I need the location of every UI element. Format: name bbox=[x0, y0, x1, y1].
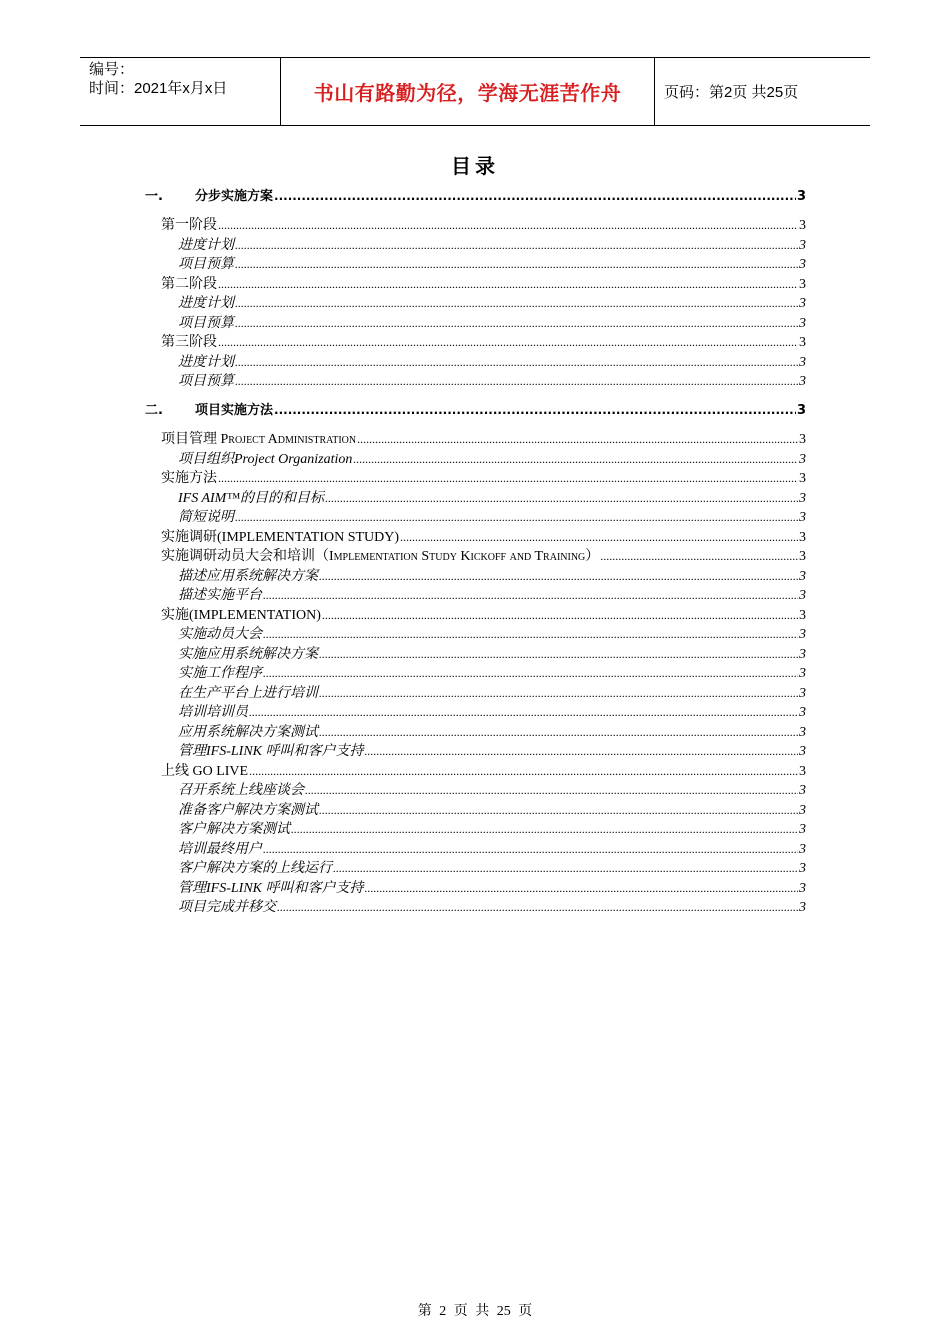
toc-entry-text bbox=[178, 256, 234, 274]
toc-entry[interactable] bbox=[178, 840, 806, 859]
toc-entry-text bbox=[178, 802, 318, 820]
toc-entry-label: 管理IFS-LINK 呼叫和客户支持 bbox=[178, 744, 364, 759]
toc-leader-dots bbox=[305, 781, 798, 799]
toc-entry-page: 3 bbox=[796, 403, 806, 418]
toc-entry-page: 3 bbox=[799, 335, 806, 350]
toc-entry-text bbox=[178, 724, 318, 742]
toc-entry[interactable] bbox=[178, 898, 806, 917]
toc-entry-label: 第一阶段 bbox=[161, 218, 217, 233]
toc-leader-dots bbox=[365, 879, 799, 897]
document-number-label: 编号： bbox=[89, 61, 135, 78]
header-page-info: 页码：第2页 共25页 bbox=[664, 84, 799, 101]
toc-entry-page: 3 bbox=[799, 432, 806, 447]
toc-entry[interactable] bbox=[178, 781, 806, 800]
toc-leader-dots bbox=[235, 255, 798, 273]
toc-entry-text bbox=[178, 451, 352, 469]
toc-entry-page: 3 bbox=[799, 802, 806, 818]
toc-leader-dots bbox=[235, 372, 798, 390]
toc-entry-text bbox=[178, 841, 262, 859]
toc-entry-label: 项目预算 bbox=[178, 374, 234, 389]
toc-entry[interactable] bbox=[178, 489, 806, 508]
toc-entry-page: 3 bbox=[799, 724, 806, 740]
toc-entry-label: 管理IFS-LINK 呼叫和客户支持 bbox=[178, 880, 364, 896]
toc-leader-dots bbox=[291, 820, 798, 838]
toc-entry-number: 一. bbox=[145, 189, 163, 204]
toc-leader-dots bbox=[263, 586, 798, 604]
toc-entry-page: 3 bbox=[799, 646, 806, 662]
toc-leader-dots bbox=[218, 469, 798, 487]
toc-entry-label: 实施方法 bbox=[161, 471, 217, 486]
toc-entry-text bbox=[161, 763, 248, 781]
toc-entry[interactable] bbox=[178, 236, 806, 255]
toc-entry[interactable] bbox=[178, 255, 806, 274]
toc-entry-label: 客户解决方案测试 bbox=[178, 822, 290, 837]
toc-entry[interactable] bbox=[161, 469, 806, 488]
toc-entry-label: 准备客户解决方案测试 bbox=[178, 802, 318, 818]
toc-entry-label: 第二阶段 bbox=[161, 276, 217, 292]
toc-entry[interactable] bbox=[145, 187, 806, 206]
toc-leader-dots bbox=[235, 508, 798, 526]
toc-entry-text bbox=[145, 188, 273, 206]
toc-entry-text bbox=[178, 295, 234, 313]
toc-entry-label: 应用系统解决方案测试 bbox=[178, 724, 318, 740]
toc-entry[interactable] bbox=[178, 372, 806, 391]
toc-entry[interactable] bbox=[178, 645, 806, 664]
toc-entry-label: 描述应用系统解决方案 bbox=[178, 568, 318, 584]
toc-entry-page: 3 bbox=[799, 218, 806, 233]
toc-entry-label: 实施应用系统解决方案 bbox=[178, 646, 318, 662]
toc-leader-dots bbox=[319, 723, 798, 741]
toc-entry-page: 3 bbox=[799, 783, 806, 798]
toc-entry[interactable] bbox=[161, 547, 806, 566]
toc-entry-page: 3 bbox=[799, 529, 806, 545]
toc-leader-dots bbox=[274, 187, 796, 205]
toc-entry-page: 3 bbox=[799, 374, 806, 389]
toc-entry-label: 在生产平台上进行培训 bbox=[178, 685, 318, 701]
toc-entry-text bbox=[161, 470, 217, 488]
toc-leader-dots bbox=[263, 625, 798, 643]
toc-entry-text bbox=[178, 373, 234, 391]
toc-entry-label: IFS AIM™的目的和目标 bbox=[178, 490, 325, 506]
toc-entry-text bbox=[178, 626, 262, 644]
toc-leader-dots bbox=[333, 859, 798, 877]
toc-leader-dots bbox=[235, 353, 798, 371]
page-footer: 第 2 页 共 25 页 bbox=[417, 1304, 533, 1319]
toc-entry[interactable] bbox=[178, 684, 806, 703]
toc-entry-text bbox=[161, 217, 217, 235]
toc-entry-label: 项目实施方法 bbox=[195, 403, 274, 418]
toc-entry-page: 3 bbox=[799, 685, 806, 701]
toc-entry-label: 描述实施平台 bbox=[178, 588, 262, 603]
toc-entry-text bbox=[161, 276, 217, 294]
toc-entry-text bbox=[161, 548, 599, 566]
toc-leader-dots bbox=[325, 489, 798, 507]
toc-entry-text bbox=[178, 509, 234, 527]
toc-leader-dots bbox=[319, 645, 798, 663]
toc-leader-dots bbox=[249, 762, 798, 780]
toc-entry-page: 3 bbox=[799, 354, 806, 370]
toc-entry-label: 简短说明 bbox=[178, 510, 234, 525]
toc-entry-text bbox=[161, 529, 399, 547]
toc-entry-text bbox=[178, 821, 290, 839]
toc-entry[interactable] bbox=[161, 275, 806, 294]
toc-entry-label: 进度计划 bbox=[178, 296, 234, 311]
toc-entry-page: 3 bbox=[799, 900, 806, 915]
toc-entry-label: 项目组织Project Organization bbox=[178, 451, 353, 467]
toc-entry-page: 3 bbox=[799, 861, 806, 876]
toc-entry-page: 3 bbox=[799, 510, 806, 525]
toc-leader-dots bbox=[277, 898, 798, 916]
toc-entry[interactable] bbox=[178, 742, 806, 761]
toc-entry-page: 3 bbox=[799, 627, 806, 642]
toc-entry[interactable] bbox=[178, 586, 806, 605]
toc-entry-label: 项目完成并移交 bbox=[178, 900, 276, 915]
toc-entry-page: 3 bbox=[799, 666, 806, 681]
document-time-label: 时间：2021年x月x日 bbox=[89, 80, 228, 97]
toc-entry-text bbox=[178, 685, 318, 703]
toc-entry[interactable] bbox=[161, 430, 806, 449]
toc-entry-page: 3 bbox=[799, 841, 806, 857]
toc-entry-page: 3 bbox=[799, 568, 806, 584]
toc-entry-label: 上线 GO LIVE bbox=[161, 763, 249, 779]
toc-entry-text bbox=[178, 646, 318, 664]
toc-entry-label: 实施动员大会 bbox=[178, 627, 262, 642]
toc-entry-page: 3 bbox=[799, 471, 806, 486]
toc-entry-text bbox=[145, 402, 273, 420]
toc-entry[interactable] bbox=[178, 879, 806, 898]
toc-entry-page: 3 bbox=[799, 257, 806, 272]
toc-entry-label: 项目管理 Project Administration bbox=[161, 432, 357, 447]
toc-entry[interactable] bbox=[178, 801, 806, 820]
toc-entry[interactable] bbox=[178, 294, 806, 313]
toc-entry-label: 实施调研(IMPLEMENTATION STUDY) bbox=[161, 529, 400, 545]
toc-entry-page: 3 bbox=[796, 189, 806, 204]
toc-entry-number: 二. bbox=[145, 403, 163, 418]
toc-entry-label: 实施工作程序 bbox=[178, 666, 262, 681]
toc-leader-dots bbox=[249, 703, 798, 721]
toc-entry-page: 3 bbox=[799, 549, 806, 564]
toc-title: 目录 bbox=[451, 154, 499, 178]
toc-entry[interactable] bbox=[178, 353, 806, 372]
toc-entry-page: 3 bbox=[799, 607, 806, 623]
toc-entry-label: 实施(IMPLEMENTATION) bbox=[161, 607, 321, 623]
toc-entry-text bbox=[178, 880, 364, 898]
toc-entry-label: 分步实施方案 bbox=[195, 189, 274, 204]
toc-entry[interactable] bbox=[178, 820, 806, 839]
toc-leader-dots bbox=[353, 450, 798, 468]
toc-entry-label: 项目预算 bbox=[178, 257, 234, 272]
toc-entry[interactable] bbox=[178, 859, 806, 878]
toc-entry-page: 3 bbox=[799, 588, 806, 603]
toc-entry[interactable] bbox=[161, 606, 806, 625]
toc-entry-text bbox=[178, 665, 262, 683]
toc-entry-page: 3 bbox=[799, 763, 806, 779]
toc-leader-dots bbox=[235, 294, 798, 312]
toc-leader-dots bbox=[235, 314, 798, 332]
toc-entry-page: 3 bbox=[799, 276, 806, 292]
toc-entry-text bbox=[161, 431, 356, 449]
toc-leader-dots bbox=[235, 236, 798, 254]
toc-entry[interactable] bbox=[145, 401, 806, 420]
toc-entry-text bbox=[178, 568, 318, 586]
toc-entry-text bbox=[178, 899, 276, 917]
toc-entry-label: 进度计划 bbox=[178, 354, 234, 370]
toc-entry-label: 实施调研动员大会和培训（Implementation Study Kickoff and Training） bbox=[161, 549, 600, 564]
toc-entry-text bbox=[178, 315, 234, 333]
toc-leader-dots bbox=[218, 275, 798, 293]
toc-entry-page: 3 bbox=[799, 490, 806, 506]
toc-entry-text bbox=[178, 354, 234, 372]
toc-entry-text bbox=[161, 334, 217, 352]
toc-entry[interactable] bbox=[178, 450, 806, 469]
toc-entry-label: 客户解决方案的上线运行 bbox=[178, 861, 332, 876]
toc-leader-dots bbox=[319, 567, 798, 585]
toc-leader-dots bbox=[400, 528, 798, 546]
toc-entry-text bbox=[178, 587, 262, 605]
toc-leader-dots bbox=[600, 547, 798, 565]
toc-entry-text bbox=[178, 782, 304, 800]
toc-entry-label: 进度计划 bbox=[178, 237, 234, 253]
toc-entry-label: 培训培训员 bbox=[178, 705, 248, 720]
toc-leader-dots bbox=[218, 216, 798, 234]
toc-entry[interactable] bbox=[178, 508, 806, 527]
toc-entry[interactable] bbox=[178, 723, 806, 742]
toc-entry[interactable] bbox=[178, 664, 806, 683]
toc-entry-page: 3 bbox=[799, 744, 806, 759]
toc-leader-dots bbox=[218, 333, 798, 351]
toc-entry[interactable] bbox=[178, 567, 806, 586]
toc-entry-page: 3 bbox=[799, 880, 806, 896]
toc-entry-page: 3 bbox=[799, 237, 806, 253]
toc-leader-dots bbox=[274, 401, 796, 419]
toc-entry[interactable] bbox=[178, 625, 806, 644]
toc-leader-dots bbox=[357, 430, 798, 448]
toc-entry-page: 3 bbox=[799, 705, 806, 720]
toc-entry-page: 3 bbox=[799, 296, 806, 311]
toc-entry-page: 3 bbox=[799, 451, 806, 467]
toc-entry[interactable] bbox=[161, 333, 806, 352]
toc-entry-label: 召开系统上线座谈会 bbox=[178, 783, 304, 798]
toc-entry-page: 3 bbox=[799, 822, 806, 837]
toc-entry-page: 3 bbox=[799, 315, 806, 331]
toc-leader-dots bbox=[319, 684, 798, 702]
toc-leader-dots bbox=[263, 664, 798, 682]
toc-entry[interactable] bbox=[161, 762, 806, 781]
toc-entry[interactable] bbox=[161, 216, 806, 235]
toc-entry-label: 第三阶段 bbox=[161, 335, 217, 350]
toc-entry-label: 培训最终用户 bbox=[178, 841, 262, 857]
header-motto: 书山有路勤为径，学海无涯苦作舟 bbox=[281, 58, 655, 125]
toc-entry-text bbox=[178, 704, 248, 722]
toc-leader-dots bbox=[322, 606, 798, 624]
toc-entry-text bbox=[161, 607, 321, 625]
toc-leader-dots bbox=[365, 742, 799, 760]
toc-entry[interactable] bbox=[161, 528, 806, 547]
toc-entry[interactable] bbox=[178, 314, 806, 333]
toc-leader-dots bbox=[319, 801, 798, 819]
toc-entry-text bbox=[178, 237, 234, 255]
toc-entry-label: 项目预算 bbox=[178, 315, 234, 331]
toc-entry[interactable] bbox=[178, 703, 806, 722]
toc-leader-dots bbox=[263, 840, 798, 858]
toc-entry-text bbox=[178, 490, 324, 508]
toc-entry-text bbox=[178, 743, 364, 761]
toc-entry-text bbox=[178, 860, 332, 878]
